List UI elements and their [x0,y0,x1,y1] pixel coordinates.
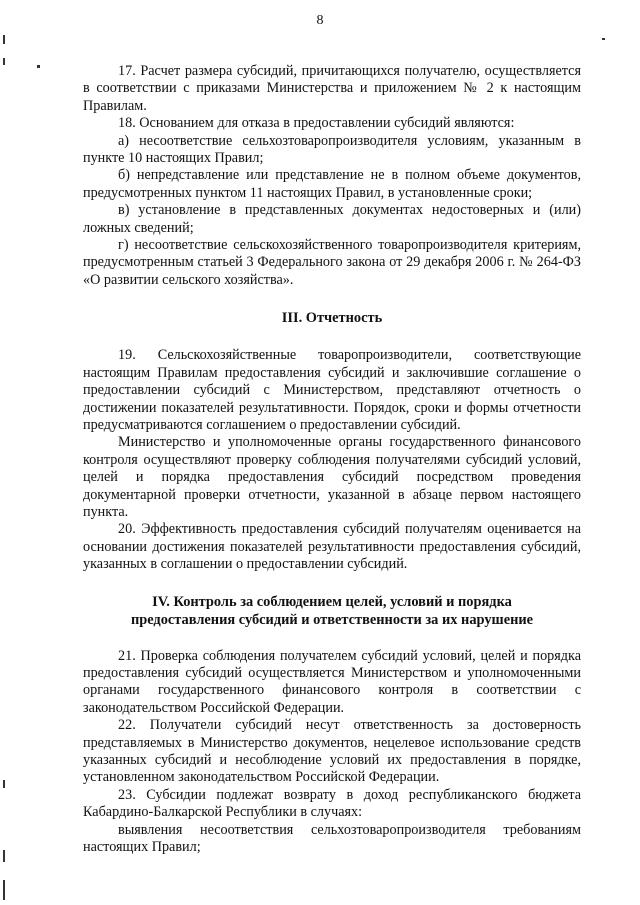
paragraph-17: 17. Расчет размера субсидий, причитающихся получателю, осуществляется в соответствии с приказами Министерства и приложением № 2 к настоящим Правилам. [83,63,581,114]
scan-mark [3,850,5,862]
paragraph-18b: б) непредставление или представление не в полном объеме документов, предусмотренных пунктом 11 настоящих Правил, в установленные сроки; [83,167,581,201]
paragraph-21: 21. Проверка соблюдения получателем субсидий условий, целей и порядка предоставления субсидий осуществляется Министерством и уполномоченными органами государственного финансового контроля в соответствии с законодательством Российской Федерации. [83,647,581,716]
paragraph-22: 22. Получатели субсидий несут ответственность за достоверность представляемых в Министерство документов, нецелевое использование средств указанных субсидий и несоблюдение условий их предоставления в порядке, установленном законодательством Российской Федерации. [83,717,581,786]
paragraph-20: 20. Эффективность предоставления субсидий получателям оценивается на основании достижения показателей результативности предоставления субсидий, указанных в соглашении о предоставлении субсидий. [83,521,581,573]
document-body [83,63,581,856]
paragraph-18d: г) несоответствие сельскохозяйственного товаропроизводителя критериям, предусмотренным статьей 3 Федерального закона от 29 декабря 2006 г. № 264-ФЗ «О развитии сельского хозяйства». [83,237,581,288]
scan-mark [3,880,5,900]
section-heading-4 [83,593,581,629]
paragraph-19: 19. Сельскохозяйственные товаропроизводители, соответствующие настоящим Правилам предоставления субсидий и заключившие соглашение о предоставлении субсидий с Министерством, представляют отчетность о достижении показателей результативности. Порядок, сроки и формы отчетности предусматриваются соглашением о предоставлении субсидий. [83,347,581,433]
scan-mark [3,780,5,788]
paragraph-18c: в) установление в представленных документах недостоверных и (или) ложных сведений; [83,202,581,236]
section-heading-4-line1: IV. Контроль за соблюдением целей, условий и порядка [152,593,512,610]
paragraph-18: 18. Основанием для отказа в предоставлении субсидий являются: [118,115,515,132]
scan-mark [602,38,605,40]
section-heading-4-line2: предоставления субсидий и ответственности за их нарушение [130,611,534,628]
paragraph-23a: выявления несоответствия сельхозтоваропроизводителя требованиям настоящих Правил; [83,821,581,856]
paragraph-19b: Министерство и уполномоченные органы государственного финансового контроля осуществляют проверку соблюдения получателями субсидий условий, целей и порядка предоставления субсидий посредством проведения документарной проверки отчетности, указанной в абзаце первом настоящего пункта. [83,434,581,520]
paragraph-23: 23. Субсидии подлежат возврату в доход республиканского бюджета Кабардино-Балкарской Республики в случаях: [83,786,581,821]
paragraph-18a: а) несоответствие сельхозтоваропроизводителя условиям, указанным в пункте 10 настоящих Правил; [83,132,581,167]
page-number: 8 [316,13,324,28]
section-heading-3: III. Отчетность [281,310,383,327]
scan-mark [3,35,5,44]
scan-mark [3,58,5,65]
scan-mark [37,65,40,68]
